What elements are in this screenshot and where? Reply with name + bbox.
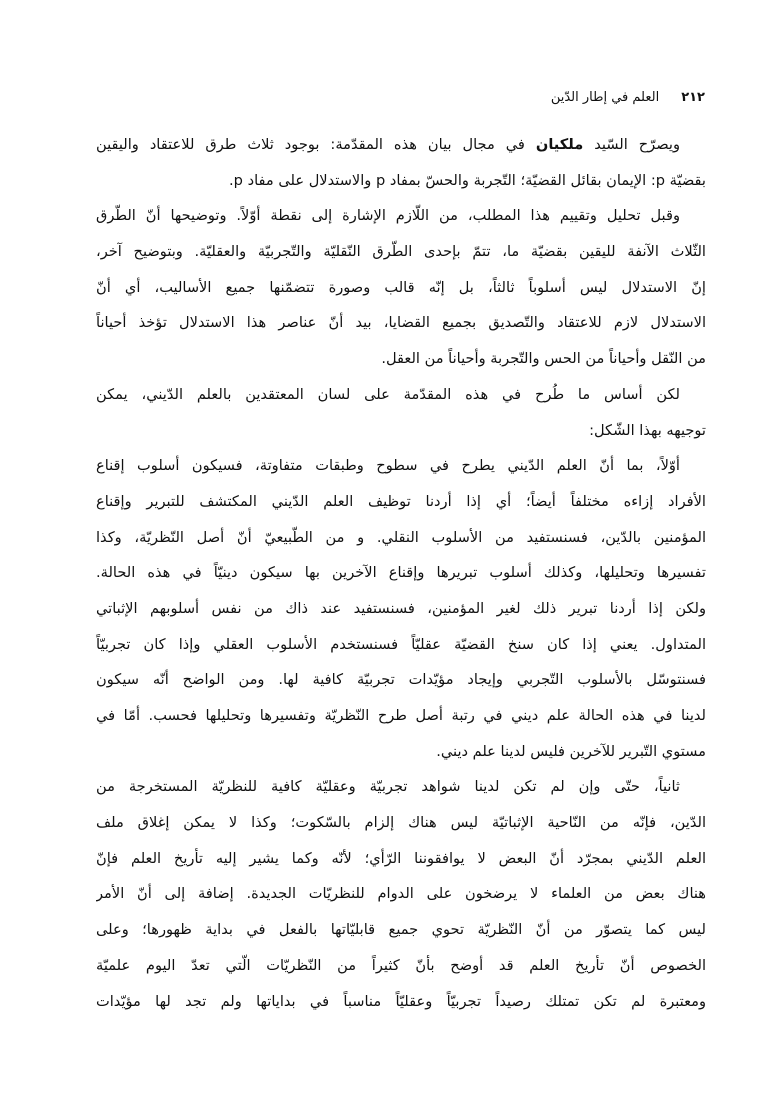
text-line: تفسيرها وتحليلها، وكذلك أسلوب تبريرها وإقناع الآخرين بها سيكون دينيّاً في هذه الحالة. bbox=[96, 564, 706, 582]
text-line: ولكن إذا أردنا تبرير ذلك لغير المؤمنين، فسنستفيد عند ذاك من نفس أسلوبهم الإثباتي bbox=[96, 599, 706, 617]
paragraph bbox=[96, 131, 706, 202]
text-line bbox=[96, 131, 706, 167]
paragraph bbox=[96, 452, 706, 773]
paragraph bbox=[96, 773, 706, 1023]
text-line: وقبل تحليل وتقييم هذا المطلب، من اللّازم الإشارة إلى نقطة أوّلاً. وتوضيحها أنّ الطّرق bbox=[96, 207, 680, 225]
text-span: ويصرّح السّيد bbox=[583, 136, 680, 153]
text-line: ليس كما يتصوّر من أنّ النّظريّة تحوي جميع قابليّاتها بالفعل في بداية ظهورها؛ وعلى bbox=[96, 921, 706, 939]
text-line: بقضيّة p: الإيمان بقائل القضيّة؛ التّجربة والحسّ بمفاد p والاستدلال على مفاد p. bbox=[229, 171, 706, 189]
text-line: الخصوص أنّ تأريخ العلم قد أوضح بأنّ كثيراً من النّظريّات الّتي تعدّ اليوم علميّة bbox=[96, 956, 706, 974]
running-title: العلم في إطار الدّين bbox=[550, 90, 660, 105]
text-line: المؤمنين بالدّين، فسنستفيد من الأسلوب النقلي. و من الطّبيعيّ أنّ أصل النّظريّة، وكذا bbox=[96, 528, 706, 546]
running-header bbox=[95, 90, 705, 105]
text-line: مستوي التّبرير للآخرين فليس لدينا علم ديني. bbox=[436, 742, 706, 760]
text-line: المتداول. يعني إذا كان سنخ القضيّة عقليّاً فسنستخدم الأسلوب العقلي وإذا كان تجربيّاً bbox=[96, 635, 706, 653]
text-span: في مجال بيان هذه المقدّمة: بوجود ثلاث طرق للاعتقاد واليقين bbox=[96, 136, 536, 153]
text-line: فسنتوسّل بالأسلوب التّجربي وإيجاد مؤيّدات تجربيّة كافية لها. ومن الواضح أنّه سيكون bbox=[96, 671, 706, 689]
text-line: لكن أساس ما طُرح في هذه المقدّمة على لسان المعتقدين بالعلم الدّيني، يمكن bbox=[96, 385, 680, 403]
page-body bbox=[96, 131, 706, 1023]
text-line: العلم الدّيني بمجرّد أنّ البعض لا يوافقوننا الرّأي؛ لأنّه وكما يشير إليه تأريخ العلم فإنّ bbox=[96, 849, 706, 867]
text-line: هناك بعض من العلماء لا يرضخون على الدوام للنظريّات الجديدة. إضافة إلى أنّ الأمر bbox=[96, 885, 706, 903]
text-line: أوّلاً، بما أنّ العلم الدّيني يطرح في سطوح وطبقات متفاوتة، فسيكون أسلوب إقناع bbox=[96, 457, 680, 475]
page-number: ٢١٢ bbox=[681, 90, 705, 105]
text-line: توجيهه بهذا الشّكل: bbox=[589, 421, 706, 439]
paragraph bbox=[96, 381, 706, 452]
text-line: الأفراد إزاءه مختلفاً أيضاً؛ أي إذا أردنا توظيف العلم الدّيني المكتشف للتبرير وإقناع bbox=[96, 492, 706, 510]
text-line: الاستدلال لازم للاعتقاد والتّصديق بجميع القضايا، بيد أنّ عناصر هذا الاستدلال تؤخذ أحياناً bbox=[96, 314, 706, 332]
text-line: ومعتبرة لم تكن تمتلك رصيداً تجربيّاً وعقليّاً مناسباً في بداياتها ولم تجد لها مؤيّدات bbox=[96, 992, 706, 1010]
text-line: إنّ الاستدلال ليس أسلوباً ثالثاً، بل إنّه قالب وصورة تتضمّنها جميع الأساليب، أي أنّ bbox=[96, 278, 706, 296]
text-line: الثّلاث الآنفة لليقين بقضيّة ما، تتمّ بإحدى الطّرق النّقليّة والتّجربيّة والعقليّة. وبتوضيح آخر، bbox=[96, 243, 706, 261]
text-line: من النّقل وأحياناً من الحس والتّجربة وأحياناً من العقل. bbox=[381, 350, 706, 368]
emphasized-name: ملكيان bbox=[535, 136, 584, 153]
text-line: لدينا في هذه الحالة علم ديني في رتبة أصل طرح النّظريّة وتفسيرها وتحليلها فحسب. أمّا في bbox=[96, 707, 706, 724]
text-line: ثانياً، حتّى وإن لم تكن لدينا شواهد تجربيّة وعقليّة كافية للنظريّة المستخرجة من bbox=[96, 778, 680, 796]
text-line: الدّين، فإنّه من النّاحية الإثباتيّة ليس هناك إلزام بالسّكوت؛ وكذا لا يمكن إغلاق ملف bbox=[96, 814, 706, 832]
paragraph bbox=[96, 202, 706, 380]
